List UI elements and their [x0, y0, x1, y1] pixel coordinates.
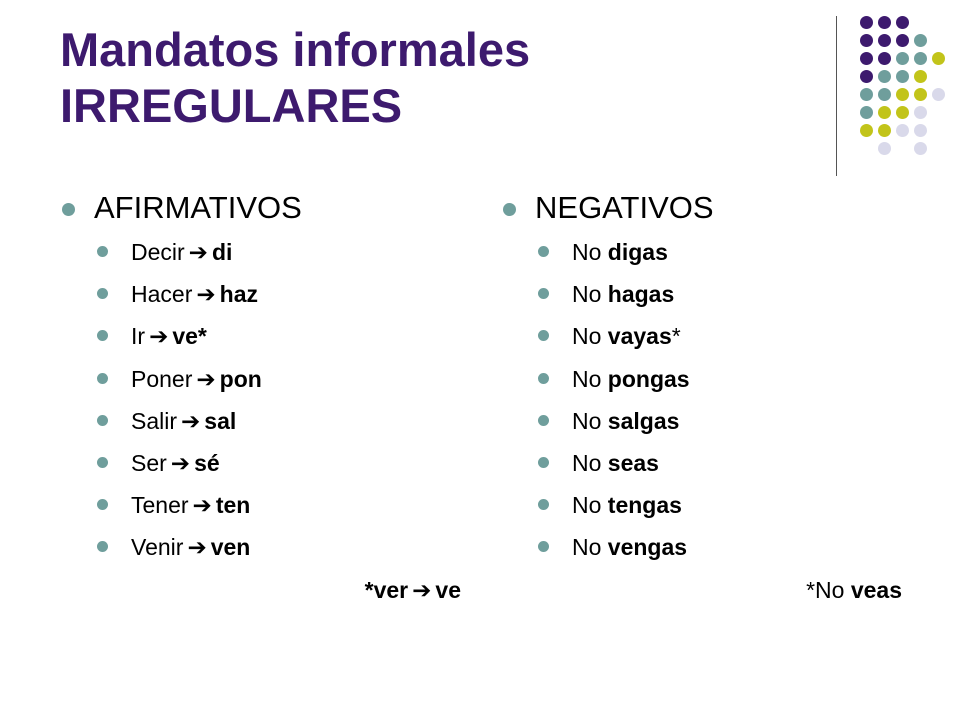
negativo-item	[503, 447, 923, 489]
item-form: haz	[219, 281, 258, 308]
afirmativo-item	[62, 278, 482, 320]
decorative-dot	[932, 52, 945, 65]
slide-title	[60, 22, 780, 134]
negativo-item	[503, 363, 923, 405]
item-verb: Ser	[131, 449, 167, 476]
decorative-dot	[914, 124, 927, 137]
item-form: pon	[219, 365, 262, 392]
decorative-dot	[878, 106, 891, 119]
decorative-dot	[860, 52, 873, 65]
item-verb: Poner	[131, 365, 193, 392]
item-prefix: No	[572, 449, 602, 476]
item-prefix: No	[572, 323, 602, 350]
decorative-dot	[860, 88, 873, 101]
note-form: ve	[435, 577, 461, 603]
item-verb: Ir	[131, 323, 146, 350]
afirmativos-column	[62, 186, 482, 574]
negativo-item	[503, 236, 923, 278]
item-verb: Venir	[131, 534, 184, 561]
title-line-1: Mandatos informales	[60, 23, 531, 76]
decorative-dot	[860, 70, 873, 83]
negativo-item	[503, 278, 923, 320]
arrow-icon: ➔	[412, 578, 432, 604]
item-verb: Tener	[131, 492, 189, 519]
item-form: hagas	[607, 281, 675, 308]
negativos-column	[503, 186, 923, 574]
item-form: digas	[607, 239, 668, 265]
item-prefix: No	[572, 534, 602, 561]
decorative-dot	[896, 16, 909, 29]
arrow-icon: ➔	[196, 282, 216, 309]
item-form: tengas	[607, 492, 682, 519]
item-form: ve*	[172, 323, 207, 350]
item-form: ten	[215, 492, 251, 519]
decorative-dot	[896, 88, 909, 101]
afirmativo-item	[62, 405, 482, 447]
afirmativos-list	[62, 236, 482, 574]
item-form: sé	[194, 449, 220, 476]
decorative-dot	[878, 52, 891, 65]
decorative-dot	[878, 142, 891, 155]
decorative-dot	[914, 142, 927, 155]
decorative-dot	[896, 34, 909, 47]
item-suffix: *	[671, 323, 681, 350]
arrow-icon: ➔	[187, 535, 207, 562]
decorative-dot	[878, 88, 891, 101]
decorative-dot	[896, 52, 909, 65]
decorative-dot	[878, 70, 891, 83]
negativos-note	[806, 574, 902, 606]
decorative-dot	[896, 106, 909, 119]
afirmativo-item	[62, 489, 482, 531]
decorative-dot	[860, 34, 873, 47]
item-form: vayas	[607, 323, 672, 350]
afirmativo-item	[62, 363, 482, 405]
decorative-dot	[878, 124, 891, 137]
decorative-dot	[914, 88, 927, 101]
afirmativo-item	[62, 236, 482, 278]
title-line-2: IRREGULARES	[60, 79, 403, 132]
afirmativo-item	[62, 447, 482, 489]
item-prefix: No	[572, 407, 602, 434]
item-prefix: No	[572, 281, 602, 308]
decorative-dot	[860, 16, 873, 29]
decorative-dot	[860, 106, 873, 119]
decorative-dot	[860, 124, 873, 137]
decorative-dot	[914, 106, 927, 119]
afirmativo-item	[62, 531, 482, 573]
arrow-icon: ➔	[188, 240, 208, 266]
item-form: seas	[607, 449, 659, 476]
decorative-dot	[896, 70, 909, 83]
afirmativos-heading: AFIRMATIVOS	[62, 186, 482, 230]
decorative-dot	[878, 34, 891, 47]
decorative-dot	[914, 34, 927, 47]
item-verb: Decir	[131, 239, 185, 265]
afirmativos-note	[365, 574, 461, 607]
negativo-item	[503, 320, 923, 362]
decorative-dot	[914, 52, 927, 65]
arrow-icon: ➔	[170, 450, 191, 477]
item-verb: Salir	[131, 407, 178, 434]
item-form: salgas	[607, 407, 680, 434]
decorative-dot	[896, 124, 909, 137]
arrow-icon: ➔	[196, 366, 216, 393]
item-prefix: No	[572, 239, 602, 265]
item-form: pongas	[607, 365, 690, 392]
decorative-dot	[914, 70, 927, 83]
decorative-dot	[932, 88, 945, 101]
arrow-icon: ➔	[181, 408, 201, 435]
note-prefix: *No	[806, 577, 845, 603]
item-verb: Hacer	[131, 281, 193, 308]
divider-line	[836, 16, 837, 176]
negativos-heading: NEGATIVOS	[503, 186, 923, 230]
negativo-item	[503, 531, 923, 573]
negativo-item	[503, 405, 923, 447]
arrow-icon: ➔	[192, 493, 212, 520]
negativo-item	[503, 489, 923, 531]
item-form: di	[211, 239, 233, 265]
item-prefix: No	[572, 492, 602, 519]
note-form: veas	[850, 577, 902, 603]
item-form: vengas	[607, 534, 688, 561]
item-prefix: No	[572, 365, 602, 392]
negativos-list	[503, 236, 923, 574]
decorative-dot	[878, 16, 891, 29]
note-verb: *ver	[364, 577, 409, 603]
item-form: ven	[210, 534, 251, 561]
arrow-icon: ➔	[149, 324, 169, 351]
item-form: sal	[204, 407, 237, 434]
afirmativo-item	[62, 320, 482, 362]
